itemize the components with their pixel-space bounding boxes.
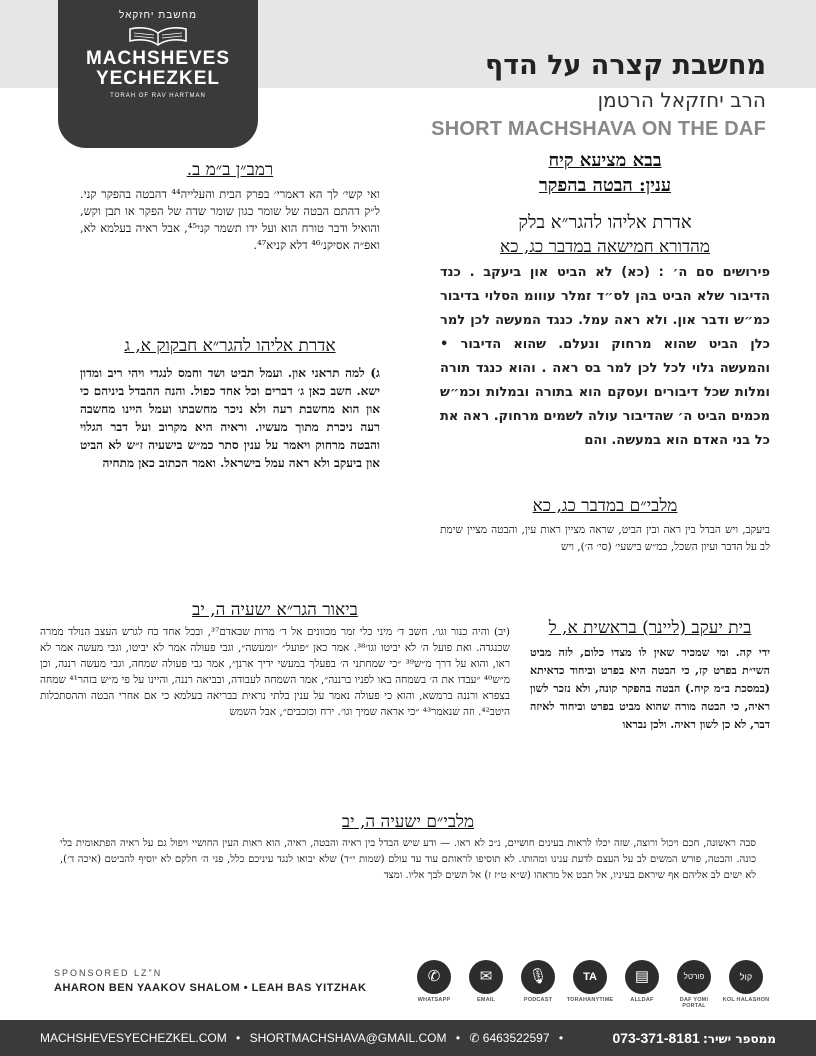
section-title: אדרת אליהו להגר״א בלק xyxy=(518,212,692,233)
logo xyxy=(58,0,258,148)
torahanytime-icon: TA xyxy=(573,960,607,994)
section-text: ג) למה תראני און. ועמל תביט ושד וחמס לנגדי ויהי ריב ומדון ישא. חשב כאן ג׳ דברים וכל אחד כפול. והנה ההבדל ביניהם כי און הוא מחשבת רעה ולא ניכר מחשבתו ועמל היינו מחשבה רעה ניכרת מתוך מעשיו. וראיה היא מקרוב ועל דבר הגלוי והבטה מרחוק ויאמר על ענין סתר כמ״ש בישעיה ז״ש לא הביט און ביעקב ולא ראה עמל בישראל. ואמר הכתוב כאן מתחיה xyxy=(80,366,380,470)
icon-label: TORAHANYTIME xyxy=(566,997,614,1003)
logo-name-line2: YECHEZKEL xyxy=(95,68,221,89)
logo-hebrew: מחשבת יחזקאל xyxy=(119,10,197,21)
section-text: (יב) והיה כנור וגו׳. חשב ד׳ מיני כלי זמר מכוונים אל ד׳ מרות שבאדם³⁷, ובכל אחד כח לגרש העצב הנולד ממרה שכנגדה. ואת פועל ה׳ לא יביטו וגו׳³⁸. אמר כאן ״פועל״ ״ומעשה״, וגבי פעולה אמר לא יביטו, וגבי מעשה אמר לא ראו, והוא על דרך מ״ש³⁹ ״כי שמחתני ה׳ בפעלך במעשי ידיך ארנן״, אמר גבי פעולה שמחה, וגבי מעשה רננה, וכן מ״ש⁴⁰ ״עבדו את ה׳ בשמחה באו לפניו ברננה״, אמר השמחה לעבודה, ובביאה רננה, והיינו על פי מ״ש בזהר⁴¹ שמחה בצפרא ורננה ברמשא, והוא כי פעולה נאמר על ענין בלתי נראית בבריאה בעלמא כי אם אחרי הבטה וההסתכלות היטב⁴². וזה שנאמר⁴³ ״כי אראה שמיך וגו׳. ירח וכוכבים״, אבל השמש xyxy=(40,626,510,718)
malbim-bamidbar-section xyxy=(440,496,770,574)
logo-name-line1: MACHSHEVES xyxy=(85,48,231,69)
gra-yeshaya-section xyxy=(40,600,510,772)
section-text: סבה ראשונה, חכם ויכול ורוצה, שזה יכלו לראות בעינים חושיים, נ״כ לא ראו. — ודע שיש הבדל בין ראיה והבטה, ראיה, הוא ראות העין החושיי ויפול גם על ראיה הפתאומית בלי כונה. והבטה, פורש המשים לב על העצם לדעת ענינו ומהותו. לא תוסיפו לראותם עוד עד עולם (שמות י״ד) שלא יבואו לנגד עיניכם כלל, פני ה׳ חלקם לא יוסיף להביטם (איכה ד׳), לא ישים לב אליהם אף שיראם בעיניו, אל תבט אל מראהו (ש״א ט״ז ז) אל תשים לבך אליו. ומצד xyxy=(60,838,756,881)
email-link[interactable] xyxy=(461,960,511,1003)
sponsor-label: SPONSORED LZ"N xyxy=(54,968,163,978)
section-title: מלבי״ם ישעיה ה, יב xyxy=(341,812,475,832)
email-address-link[interactable]: SHORTMACHSHAVA@GMAIL.COM xyxy=(249,1031,447,1045)
kolhalashon-icon: קול xyxy=(729,960,763,994)
page-title-hebrew: מחשבת קצרה על הדף xyxy=(485,50,766,81)
icon-label: DAF YOMI PORTAL xyxy=(679,997,709,1009)
section-title: ביאור הגר״א ישעיה ה, יב xyxy=(192,600,358,620)
alldaf-icon: ▤ xyxy=(625,960,659,994)
icon-label: EMAIL xyxy=(476,997,496,1003)
whatsapp-link[interactable] xyxy=(409,960,459,1003)
ramban-section xyxy=(80,160,380,326)
icon-label: PODCAST xyxy=(523,997,553,1003)
section-subtitle: מהדורא חמישאה במדבר כג, כא xyxy=(500,237,710,257)
author-hebrew: הרב יחזקאל הרטמן xyxy=(597,88,766,112)
email-icon: ✉ xyxy=(469,960,503,994)
aderet-balak-section xyxy=(440,212,770,461)
section-text: ואי קשי׳ לך הא דאמרי׳ בפרק הבית והעלייה⁴⁴ דהבטה בהפקר קני. ל״ק דהתם הבטה של שומר כגון שומר שדה של הפקר או תבן וקש, והואיל ודבר טורח הוא ועל ידו תשמר קני⁴⁵, אבל ראיה בעלמא לא, ואפ״ה אסיקנ׳⁴⁶ דלא קניא⁴⁷. xyxy=(80,187,380,252)
separator: • xyxy=(455,1031,461,1045)
podcast-icon: 🎙 xyxy=(521,960,555,994)
website-link[interactable]: MACHSHEVESYECHEZKEL.COM xyxy=(40,1031,227,1045)
footer-bar xyxy=(0,1020,816,1056)
inyan-title xyxy=(440,175,770,196)
section-title: אדרת אליהו להגר״א חבקוק א, ג xyxy=(124,336,336,356)
section-text: פירושים סם ה׳ : (כא) לא הביט און ביעקב . כנד הדיבור שלא הביט בהן לס״ד זמלר עווומ הסלוי בדיבור כמ״ש ודבר און. ולא ראה עמל. כנגד המעשה לכן למר כלן הביט שהוא מרחוק ונעלם. שהוא הדיבור • והמעשה גלוי לכל לכן למר בס ראה . והוא כנגד תורה ומלות שכל דיבורים ועסקם הוא בתורה ובמלות וכמ״ש מכמים הביט ה׳ שהדיבור עולה לשמים מרחוק. ראה את כל בני האדם הוא במעשה. והם xyxy=(440,265,770,448)
beit-yaakov-section xyxy=(530,618,770,772)
mispar-label: ממספר ישיר: xyxy=(702,1032,776,1046)
dafyomi-portal-link[interactable] xyxy=(669,960,719,1009)
phone-icon: ✆ xyxy=(469,1031,480,1045)
kolhalashon-link[interactable] xyxy=(721,960,771,1003)
separator: • xyxy=(236,1031,241,1045)
icon-label: KOL HALASHON xyxy=(722,997,770,1003)
malbim-yeshaya-section xyxy=(60,812,756,920)
alldaf-link[interactable] xyxy=(617,960,667,1003)
section-text: ביעקב, ויש הבדל בין ראה ובין הביט, שראה מציין ראות עין, והבטה מציין שימת לב על הדבר ועיון השכל, כמ״ש בישעי׳ (סי׳ ה׳), ויש xyxy=(440,524,770,553)
open-book-icon xyxy=(126,25,190,47)
icon-label: ALLDAF xyxy=(630,997,654,1003)
inyan-text: ענין: הבטה בהפקר xyxy=(538,175,672,196)
sponsor-names: AHARON BEN YAAKOV SHALOM • LEAH BAS YITZHAK xyxy=(54,982,367,994)
mispar-yashir xyxy=(612,1030,776,1046)
section-text: ידי קה. ומי שמכיר שאין לו מצדו כלום, לזה מביט השי״ת בפרט קז, כי הבטה היא בפרט וביחוד כדאיתא (במסכת ב״מ קיח.) הבטה בהפקר קונה, ולא נזכר לשון ראיה, כי הבטה מורה שהוא מביט בפרט וביחוד לאיזה דבר, לא כן לשון ראיה. ולכן נבראו xyxy=(530,646,770,731)
whatsapp-icon: ✆ xyxy=(417,960,451,994)
masechet-title: בבא מציעא קיח xyxy=(548,150,662,171)
section-title: מלבי״ם במדבר כג, כא xyxy=(532,496,678,516)
torahanytime-link[interactable] xyxy=(565,960,615,1003)
whatsapp-number[interactable]: 6463522597 xyxy=(482,1031,550,1045)
section-title: רמב״ן ב״מ ב. xyxy=(186,160,274,180)
topic-block xyxy=(440,150,770,196)
aderet-chavakuk-section xyxy=(80,336,380,580)
dafyomi-portal-icon: פורטל xyxy=(677,960,711,994)
page-title-english: SHORT MACHSHAVA ON THE DAF xyxy=(431,118,766,140)
icon-label: WHATSAPP xyxy=(417,997,451,1003)
footer-contacts xyxy=(40,1031,569,1045)
podcast-link[interactable] xyxy=(513,960,563,1003)
mispar-number[interactable]: 073-371-8181 xyxy=(612,1030,700,1046)
section-title: בית יעקב (ליינר) בראשית א, ל xyxy=(548,618,752,638)
separator: • xyxy=(558,1031,564,1045)
logo-tagline: TORAH OF RAV HARTMAN xyxy=(110,93,206,99)
